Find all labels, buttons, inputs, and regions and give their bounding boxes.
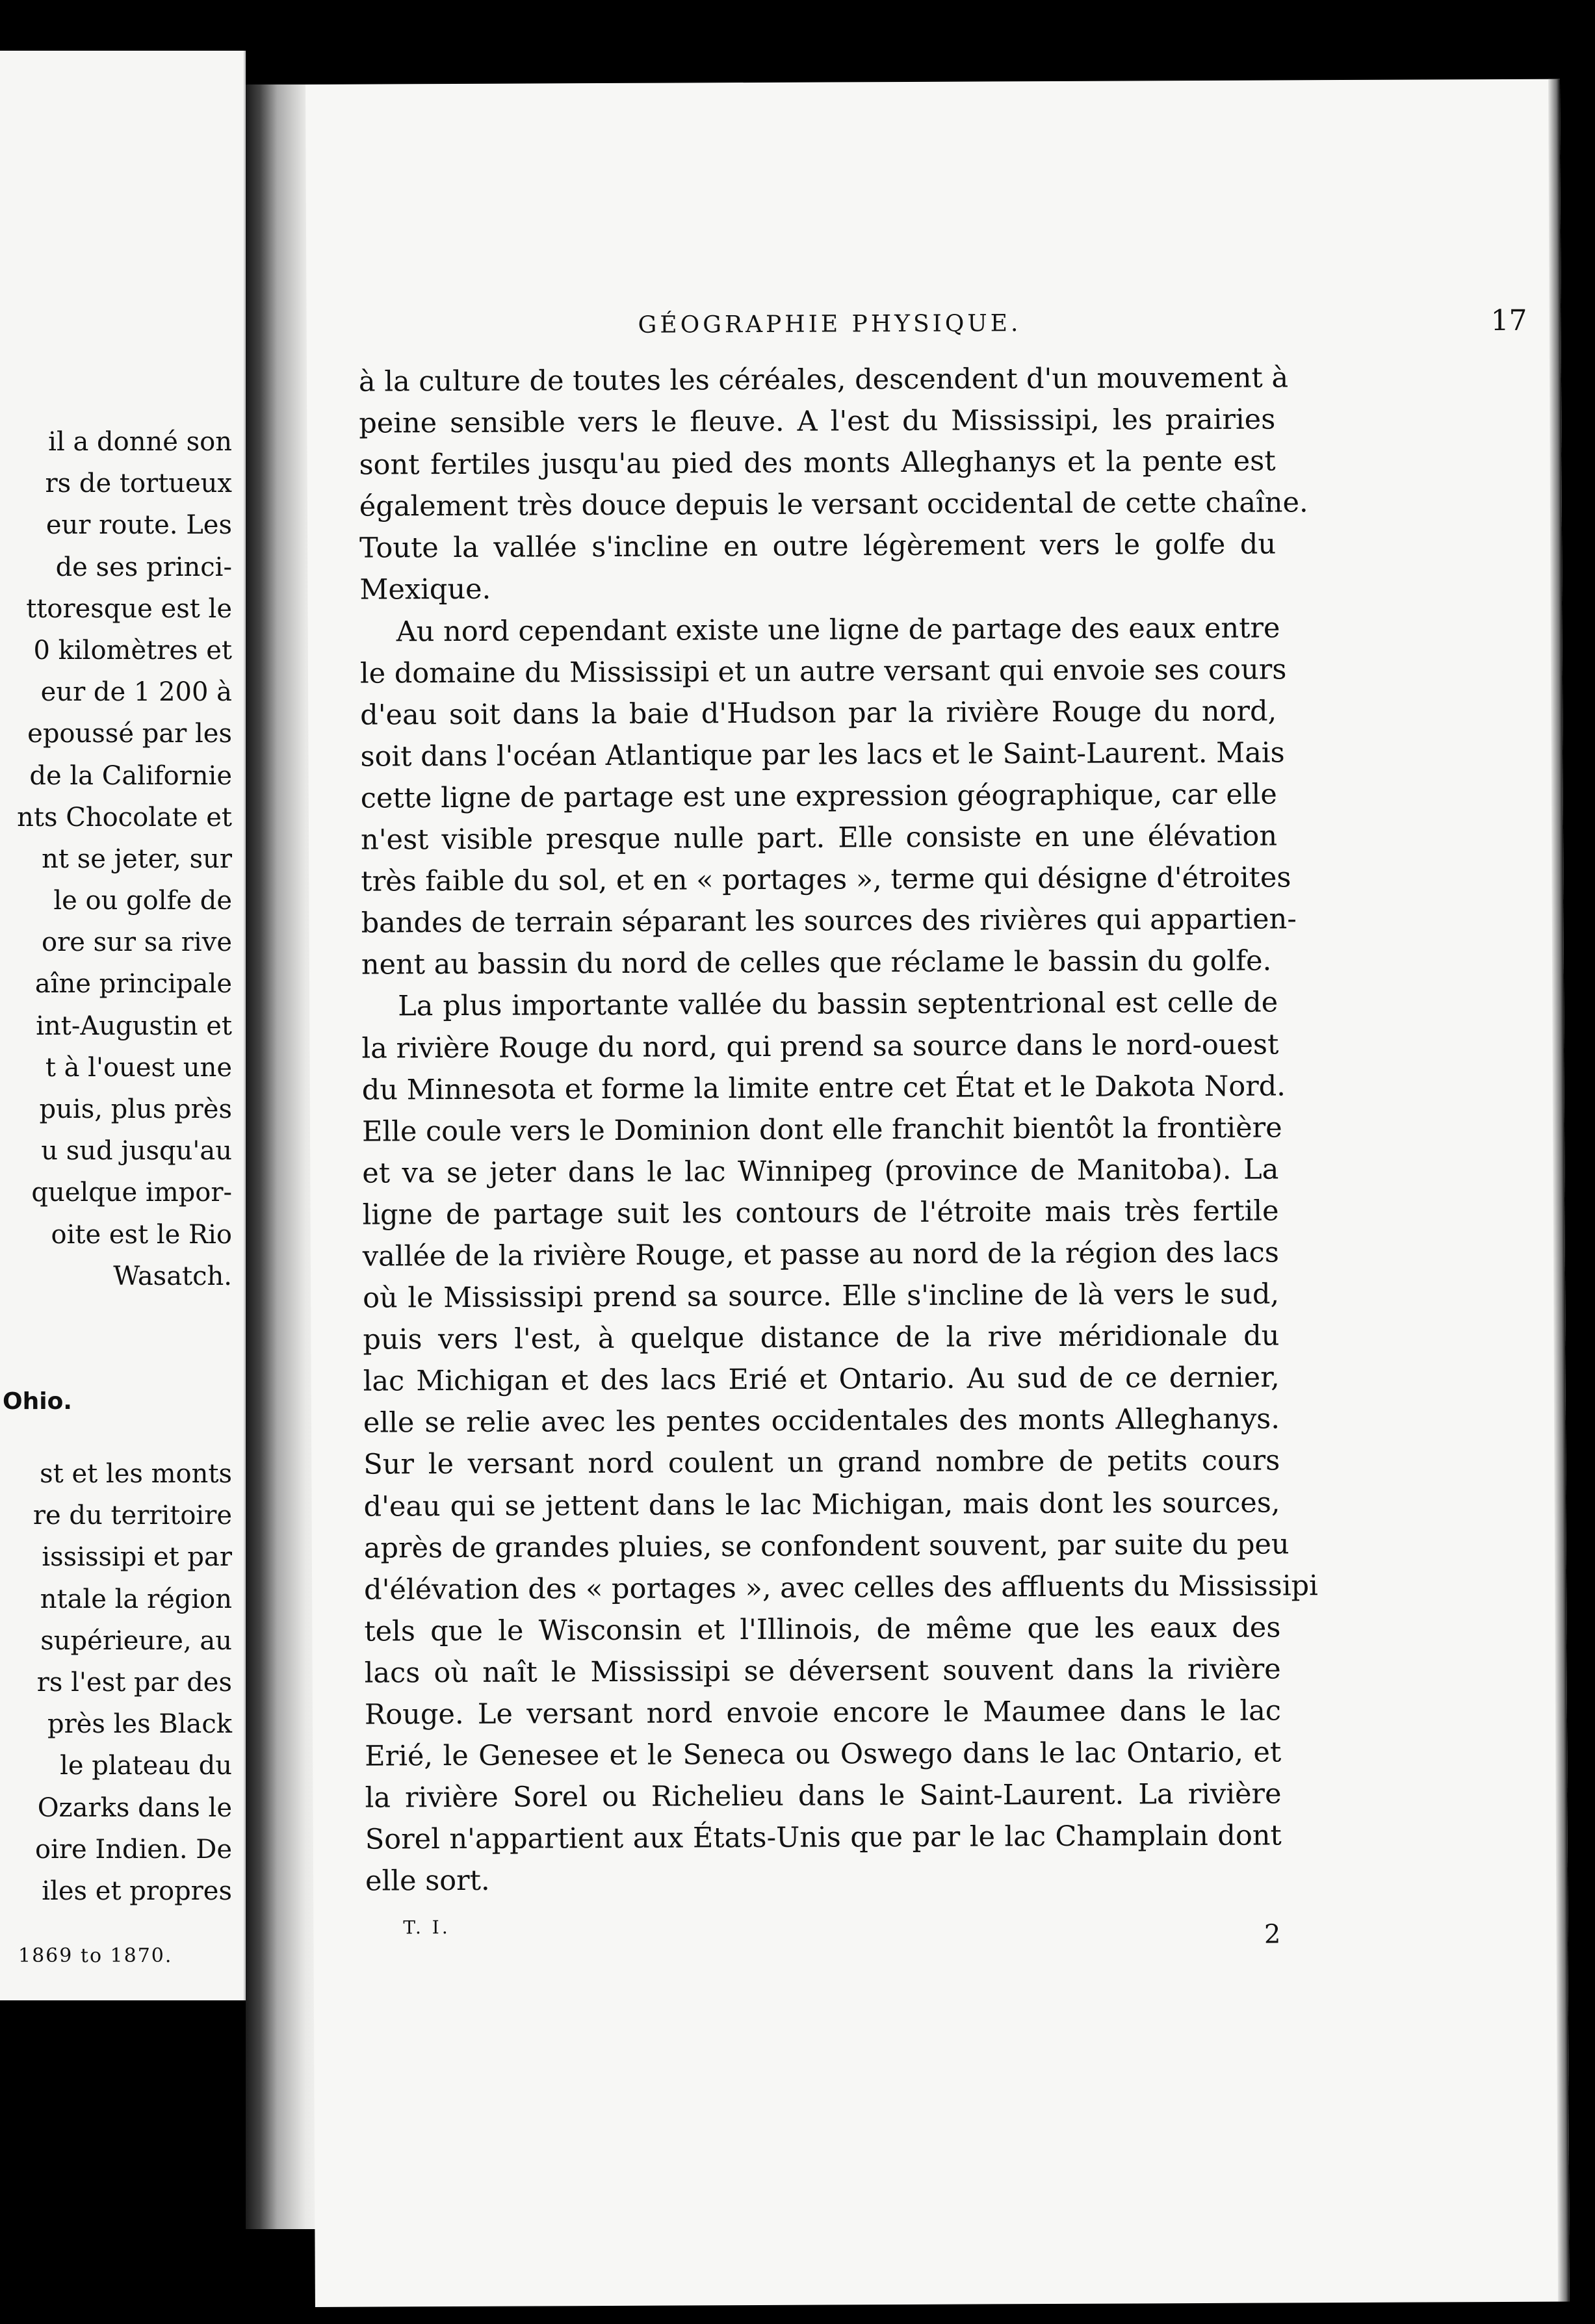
text-line: oite est le Rio: [51, 1219, 232, 1250]
current-page: [305, 79, 1570, 2307]
text-line: elle se relie avec les pentes occidentales des monts Alleghanys.: [363, 1402, 1280, 1440]
running-head: [638, 303, 1535, 339]
text-line: supérieure, au: [40, 1625, 232, 1656]
text-line: lac Michigan et des lacs Erié et Ontario. Au sud de ce dernier,: [363, 1361, 1280, 1398]
text-line: n'est visible presque nulle part. Elle consiste en une élévation: [360, 820, 1278, 857]
text-line: t à l'ouest une: [45, 1052, 232, 1083]
previous-page-text-bottom: [0, 1453, 244, 1912]
text-line: nent au bassin du nord de celles que réclame le bassin du golfe.: [361, 944, 1272, 981]
text-line: cette ligne de partage est une expression géographique, car elle: [360, 778, 1277, 815]
text-line: le domaine du Mississipi et un autre versant qui envoie ses cours: [359, 653, 1287, 690]
text-line: où le Mississipi prend sa source. Elle s'incline de là vers le sud,: [363, 1278, 1280, 1315]
text-line: epoussé par les: [27, 719, 232, 749]
text-line: Mexique.: [359, 573, 491, 607]
text-line: u sud jusqu'au: [41, 1136, 232, 1167]
text-line: eur route. Les: [45, 510, 232, 541]
running-title: GÉOGRAPHIE PHYSIQUE.: [638, 310, 1022, 339]
text-line: le ou golfe de: [53, 886, 232, 916]
text-line: elle sort.: [365, 1865, 490, 1898]
body-text: [358, 357, 1318, 1902]
text-line: nt se jeter, sur: [42, 844, 232, 874]
text-line: d'eau soit dans la baie d'Hudson par la rivière Rouge du nord,: [360, 695, 1277, 732]
text-line: ntale la région: [40, 1584, 232, 1614]
text-line: lacs où naît le Mississipi se déversent souvent dans la rivière: [364, 1653, 1281, 1690]
text-line: ore sur sa rive: [42, 927, 232, 958]
previous-page-text-top: [0, 421, 244, 1297]
text-line: puis, plus près: [39, 1094, 232, 1124]
text-line: sont fertiles jusqu'au pied des monts Alleghanys et la pente est: [359, 445, 1276, 482]
text-line: rs de tortueux: [45, 469, 232, 499]
text-line: La plus importante vallée du bassin septentrional est celle de: [398, 986, 1278, 1023]
text-line: Ozarks dans le: [37, 1792, 232, 1823]
text-line: et va se jeter dans le lac Winnipeg (province de Manitoba). La: [362, 1153, 1279, 1190]
text-line: vallée de la rivière Rouge, et passe au nord de la région des lacs: [362, 1236, 1279, 1273]
text-line: quelque impor-: [31, 1178, 232, 1208]
text-line: oire Indien. De: [35, 1834, 232, 1865]
text-line: près les Black: [47, 1709, 232, 1740]
text-line: la rivière Sorel ou Richelieu dans le Saint-Laurent. La rivière: [365, 1777, 1282, 1814]
text-line: soit dans l'océan Atlantique par les lacs et le Saint-Laurent. Mais: [360, 736, 1285, 773]
text-line: à la culture de toutes les céréales, descendent d'un mouvement à: [358, 361, 1289, 398]
page-footer: [403, 1913, 1281, 1950]
text-line: Wasatch.: [113, 1261, 232, 1291]
text-line: bandes de terrain séparant les sources des rivières qui appartien-: [361, 903, 1297, 940]
text-line: Elle coule vers le Dominion dont elle franchit bientôt la frontière: [361, 1111, 1282, 1148]
text-line: ttoresque est le: [26, 593, 232, 624]
text-line: de ses princi-: [55, 552, 232, 582]
page-edge: [1548, 79, 1570, 2302]
previous-page-heading: Ohio.: [3, 1388, 72, 1415]
text-line: il a donné son: [48, 427, 232, 457]
signature-number: 2: [1264, 1919, 1281, 1950]
text-line: du Minnesota et forme la limite entre cet État et le Dakota Nord.: [361, 1070, 1286, 1107]
text-line: d'élévation des « portages », avec celles des affluents du Mississipi: [363, 1569, 1318, 1607]
volume-signature: T. I.: [403, 1917, 450, 1939]
text-line: Erié, le Genesee et le Seneca ou Oswego dans le lac Ontario, et: [365, 1736, 1282, 1773]
text-line: de la Californie: [29, 760, 232, 791]
previous-page-footer: 1869 to 1870.: [18, 1944, 173, 1967]
text-line: iles et propres: [42, 1876, 232, 1906]
previous-page: [0, 51, 246, 2000]
text-line: Sur le versant nord coulent un grand nombre de petits cours: [363, 1444, 1280, 1482]
text-line: re du territoire: [32, 1501, 232, 1531]
text-line: eur de 1 200 à: [40, 677, 232, 708]
text-line: tels que le Wisconsin et l'Illinois, de même que les eaux des: [364, 1611, 1281, 1648]
text-line: Rouge. Le versant nord envoie encore le Maumee dans le lac: [364, 1694, 1282, 1731]
text-line: d'eau qui se jettent dans le lac Michigan, mais dont les sources,: [363, 1486, 1280, 1523]
text-line: Au nord cependant existe une ligne de partage des eaux entre: [396, 612, 1280, 648]
text-line: puis vers l'est, à quelque distance de la rive méridionale du: [363, 1319, 1280, 1356]
text-line: ligne de partage suit les contours de l'étroite mais très fertile: [362, 1194, 1279, 1232]
text-line: la rivière Rouge du nord, qui prend sa source dans le nord-ouest: [361, 1027, 1279, 1065]
text-line: le plateau du: [60, 1751, 232, 1781]
text-line: nts Chocolate et: [17, 802, 232, 833]
text-line: ississipi et par: [42, 1542, 232, 1573]
text-line: également très douce depuis le versant occidental de cette chaîne.: [359, 486, 1308, 523]
text-line: très faible du sol, et en « portages », terme qui désigne d'étroites: [361, 861, 1291, 898]
text-line: rs l'est par des: [36, 1667, 232, 1698]
text-line: peine sensible vers le fleuve. A l'est du Mississipi, les prairies: [359, 403, 1276, 440]
page-number: 17: [1490, 303, 1527, 338]
text-line: st et les monts: [40, 1459, 232, 1489]
text-line: 0 kilomètres et: [33, 635, 232, 665]
text-line: aîne principale: [34, 969, 232, 1000]
text-line: Toute la vallée s'incline en outre légèrement vers le golfe du: [359, 528, 1277, 565]
text-line: après de grandes pluies, se confondent souvent, par suite du peu: [363, 1528, 1290, 1565]
text-line: Sorel n'appartient aux États-Unis que par le lac Champlain dont: [365, 1819, 1282, 1856]
text-line: int-Augustin et: [36, 1011, 232, 1041]
